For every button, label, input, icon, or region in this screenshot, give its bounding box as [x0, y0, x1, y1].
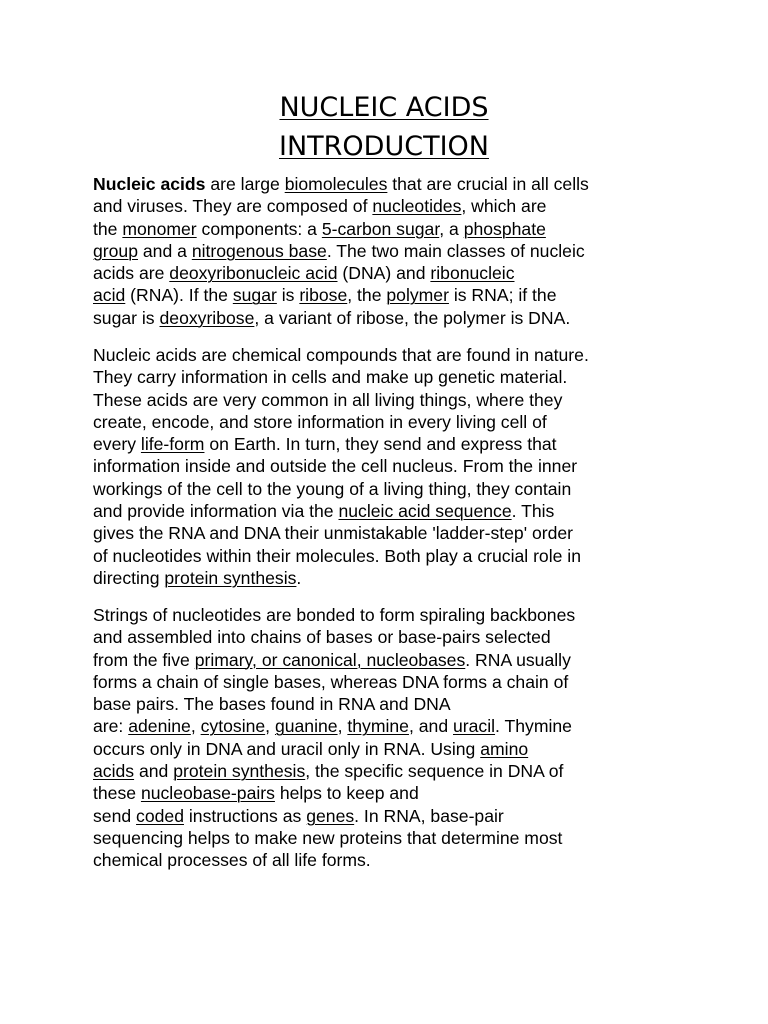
text-run: and	[134, 761, 174, 782]
text-line	[93, 693, 693, 715]
text-run: send	[93, 805, 137, 826]
text-run: gives the RNA and DNA their unmistakable 'ladder-step' order	[93, 523, 574, 544]
text-line	[93, 173, 693, 195]
text-run: directing	[93, 567, 165, 588]
text-line	[93, 567, 693, 589]
text-run: are:	[93, 716, 129, 737]
inline-link[interactable]: adenine	[128, 716, 191, 737]
text-line	[93, 500, 693, 522]
text-run: the	[93, 218, 123, 239]
text-line	[93, 307, 693, 329]
text-run: from the five	[93, 649, 195, 670]
inline-link[interactable]: uracil	[453, 716, 496, 737]
text-run: that are crucial in all cells	[387, 174, 589, 194]
text-run: .	[296, 567, 302, 588]
inline-link[interactable]: deoxyribose	[159, 307, 255, 328]
text-run: . RNA usually	[465, 649, 571, 670]
inline-link[interactable]: guanine	[274, 716, 338, 737]
text-run: ,	[190, 716, 201, 737]
paragraph-2	[93, 344, 693, 589]
text-run: , a variant of ribose, the polymer is DNA.	[254, 307, 571, 328]
document-title-line-2: INTRODUCTION	[279, 131, 489, 162]
text-line	[93, 344, 693, 366]
text-line	[93, 545, 693, 567]
inline-link[interactable]: nucleic acid sequence	[338, 501, 512, 522]
text-run: helps to keep and	[274, 783, 419, 804]
text-run: (RNA). If the	[125, 285, 233, 306]
text-run: are large	[205, 174, 285, 194]
text-line	[93, 455, 693, 477]
text-run: these	[93, 783, 141, 804]
bold-term: Nucleic acids	[93, 174, 206, 194]
text-run: ,	[337, 716, 348, 737]
text-line	[93, 262, 693, 284]
text-line	[93, 366, 693, 388]
text-run: Strings of nucleotides are bonded to form spiraling backbones	[93, 605, 576, 625]
text-line	[93, 284, 693, 306]
text-run: . In RNA, base-pair	[354, 805, 504, 826]
text-run: and provide information via the	[93, 501, 339, 522]
text-line	[93, 738, 693, 760]
text-run: , a	[439, 218, 464, 239]
text-run: every	[93, 434, 141, 455]
text-run: . This	[511, 501, 555, 522]
text-line	[93, 649, 693, 671]
text-line	[93, 522, 693, 544]
inline-link[interactable]: ribose	[299, 285, 348, 306]
inline-link[interactable]: nucleotides	[372, 196, 462, 217]
inline-link[interactable]: deoxyribonucleic acid	[169, 263, 338, 284]
text-line	[93, 671, 693, 693]
inline-link[interactable]: ribonucleic	[430, 263, 515, 284]
text-line	[93, 218, 693, 240]
text-run: (DNA) and	[337, 263, 431, 284]
text-run: components: a	[196, 218, 322, 239]
text-line	[93, 626, 693, 648]
text-run: sugar is	[93, 307, 160, 328]
text-line	[93, 827, 693, 849]
text-run: occurs only in DNA and uracil only in RNA. Using	[93, 738, 481, 759]
text-run: acids are	[93, 263, 170, 284]
text-run: These acids are very common in all living things, where they	[93, 389, 563, 410]
text-run: and assembled into chains of bases or base-pairs selected	[93, 627, 551, 648]
text-line	[93, 760, 693, 782]
inline-link[interactable]: acid	[93, 285, 126, 306]
text-line	[93, 389, 693, 411]
text-run: They carry information in cells and make up genetic material.	[93, 367, 568, 388]
inline-link[interactable]: amino	[480, 738, 529, 759]
text-line	[93, 478, 693, 500]
text-run: of nucleotides within their molecules. Both play a crucial role in	[93, 545, 581, 566]
inline-link[interactable]: genes	[306, 805, 355, 826]
inline-link[interactable]: biomolecules	[284, 174, 388, 194]
text-run: on Earth. In turn, they send and express that	[204, 434, 557, 455]
inline-link[interactable]: group	[93, 240, 138, 261]
text-run: , the	[347, 285, 387, 306]
text-line	[93, 849, 693, 871]
text-line	[93, 411, 693, 433]
text-run: and viruses. They are composed of	[93, 196, 373, 217]
text-run: . The two main classes of nucleic	[326, 240, 585, 261]
text-line	[93, 604, 693, 626]
text-run: instructions as	[183, 805, 307, 826]
text-run: , and	[408, 716, 453, 737]
inline-link[interactable]: phosphate	[463, 218, 546, 239]
text-run: Nucleic acids are chemical compounds that are found in nature.	[93, 345, 589, 365]
text-run: is	[276, 285, 300, 306]
inline-link[interactable]: protein synthesis	[164, 567, 297, 588]
inline-link[interactable]: protein synthesis	[173, 761, 306, 782]
text-run: , which are	[461, 196, 547, 217]
inline-link[interactable]: life-form	[140, 434, 205, 455]
inline-link[interactable]: primary, or canonical, nucleobases	[194, 649, 466, 670]
inline-link[interactable]: sugar	[232, 285, 277, 306]
text-line	[93, 240, 693, 262]
text-run: ,	[265, 716, 275, 737]
text-line	[93, 715, 693, 737]
inline-link[interactable]: cytosine	[200, 716, 266, 737]
inline-link[interactable]: acids	[93, 761, 135, 782]
inline-link[interactable]: coded	[136, 805, 184, 826]
inline-link[interactable]: 5-carbon sugar	[321, 218, 440, 239]
text-run: is RNA; if the	[448, 285, 557, 306]
paragraph-3	[93, 604, 693, 872]
text-line	[93, 433, 693, 455]
text-run: information inside and outside the cell nucleus. From the inner	[93, 456, 578, 477]
text-run: create, encode, and store information in every living cell of	[93, 411, 547, 432]
paragraph-1	[93, 173, 693, 329]
text-run: chemical processes of all life forms.	[93, 850, 371, 871]
text-line	[93, 195, 693, 217]
inline-link[interactable]: monomer	[122, 218, 197, 239]
text-run: base pairs. The bases found in RNA and DNA	[93, 694, 451, 715]
text-run: forms a chain of single bases, whereas DNA forms a chain of	[93, 671, 569, 692]
inline-link[interactable]: thymine	[347, 716, 409, 737]
text-run: sequencing helps to make new proteins that determine most	[93, 827, 563, 848]
text-run: workings of the cell to the young of a living thing, they contain	[93, 478, 572, 499]
text-run: , the specific sequence in DNA of	[305, 761, 564, 782]
text-line	[93, 805, 693, 827]
text-run: . Thymine	[495, 716, 572, 737]
text-run: and a	[138, 240, 192, 261]
text-line	[93, 782, 693, 804]
inline-link[interactable]: nitrogenous base	[191, 240, 327, 261]
inline-link[interactable]: polymer	[386, 285, 449, 306]
document-title-line-1: NUCLEIC ACIDS	[279, 92, 489, 123]
inline-link[interactable]: nucleobase-pairs	[140, 783, 275, 804]
